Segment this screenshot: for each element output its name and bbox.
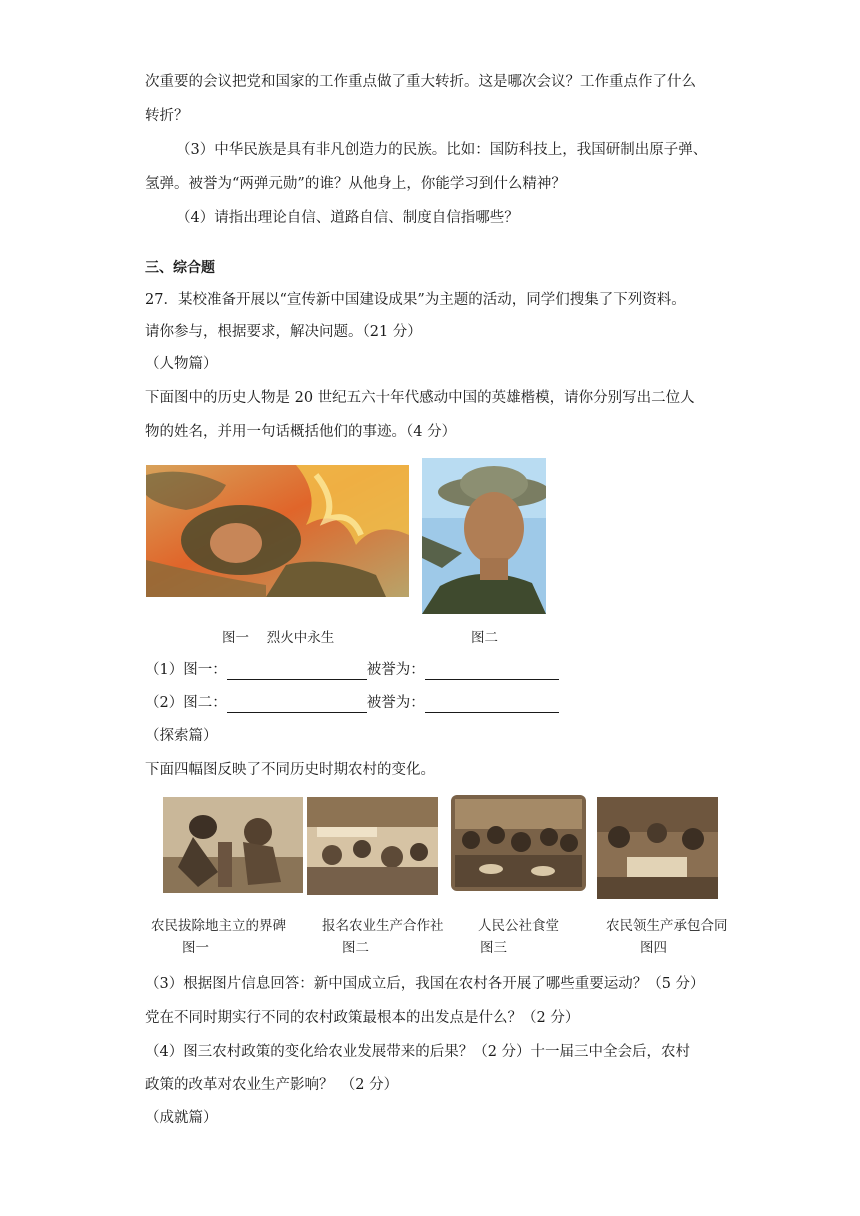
answer-blank-title-1[interactable]: [425, 663, 559, 680]
explore-intro: 下面四幅图反映了不同历史时期农村的变化。: [145, 762, 435, 778]
photo-soldier-portrait: [422, 458, 546, 614]
q26-text-line: 转折？: [145, 108, 189, 124]
people-text-line: 下面图中的历史人物是 20 世纪五六十年代感动中国的英雄楷模，请你分别写出二位人: [145, 390, 695, 406]
photo-rural-4-art: [597, 797, 718, 899]
q27-intro-line: 27．某校准备开展以“宣传新中国建设成果”为主题的活动，同学们搜集了下列资料。: [145, 292, 686, 308]
photo-rural-4: [597, 797, 718, 899]
q27-sub3-line: 党在不同时期实行不同的农村政策最根本的出发点是什么？（2 分）: [145, 1010, 580, 1026]
section-heading: 三、综合题: [145, 260, 215, 276]
subsection-title-achieve: （成就篇）: [145, 1110, 218, 1126]
photo-rural-1: [163, 797, 303, 893]
rural-fig-label-4: 图四: [640, 940, 667, 956]
photo-rural-3-art: [451, 795, 586, 891]
photo-rural-2: [307, 797, 438, 895]
answer-blank-title-2[interactable]: [425, 696, 559, 713]
q27-sub4-line: 政策的改革对农业生产影响？ （2 分）: [145, 1077, 399, 1093]
blank-label: （1）图一：: [145, 662, 227, 678]
people-text-line: 物的姓名，并用一句话概括他们的事迹。（4 分）: [145, 424, 457, 440]
rural-fig-title-1: 农民拔除地主立的界碑: [151, 918, 286, 934]
photo-rural-2-art: [307, 797, 438, 895]
subsection-title-explore: （探索篇）: [145, 728, 218, 744]
rural-fig-title-3: 人民公社食堂: [478, 918, 559, 934]
blank-label: 被誉为：: [366, 662, 425, 678]
figure-caption-2: 图二: [471, 630, 498, 646]
q26-sub3-line: 氢弹。被誉为“两弹元勋”的谁？从他身上，你能学习到什么精神？: [145, 176, 566, 192]
photo-rural-3: [451, 795, 586, 891]
q26-text-line: 次重要的会议把党和国家的工作重点做了重大转折。这是哪次会议？工作重点作了什么: [145, 74, 696, 90]
q26-sub3-line: （3）中华民族是具有非凡创造力的民族。比如：国防科技上，我国研制出原子弹、: [176, 142, 708, 158]
subsection-title-people: （人物篇）: [145, 356, 218, 372]
answer-blank-name-2[interactable]: [227, 696, 367, 713]
rural-fig-title-4: 农民领生产承包合同: [606, 918, 728, 934]
photo-fire-soldier: [146, 465, 409, 597]
rural-fig-label-2: 图二: [342, 940, 369, 956]
photo-fire-soldier-art: [146, 465, 409, 597]
blank-label: 被誉为：: [366, 695, 425, 711]
figure-caption-1: 图一 烈火中永生: [222, 630, 335, 646]
photo-rural-1-art: [163, 797, 303, 893]
q27-sub3-line: （3）根据图片信息回答：新中国成立后，我国在农村各开展了哪些重要运动？（5 分）: [145, 976, 705, 992]
q27-intro-line: 请你参与，根据要求，解决问题。（21 分）: [145, 324, 422, 340]
answer-blank-name-1[interactable]: [227, 663, 367, 680]
rural-fig-label-3: 图三: [480, 940, 507, 956]
q26-sub4-line: （4）请指出理论自信、道路自信、制度自信指哪些？: [176, 210, 519, 226]
rural-fig-label-1: 图一: [182, 940, 209, 956]
photo-soldier-portrait-art: [422, 458, 546, 614]
blank-row-2: [145, 693, 559, 713]
blank-label: （2）图二：: [145, 695, 227, 711]
blank-row-1: [145, 660, 559, 680]
rural-fig-title-2: 报名农业生产合作社: [322, 918, 444, 934]
q27-sub4-line: （4）图三农村政策的变化给农业发展带来的后果？（2 分）十一届三中全会后，农村: [145, 1044, 691, 1060]
